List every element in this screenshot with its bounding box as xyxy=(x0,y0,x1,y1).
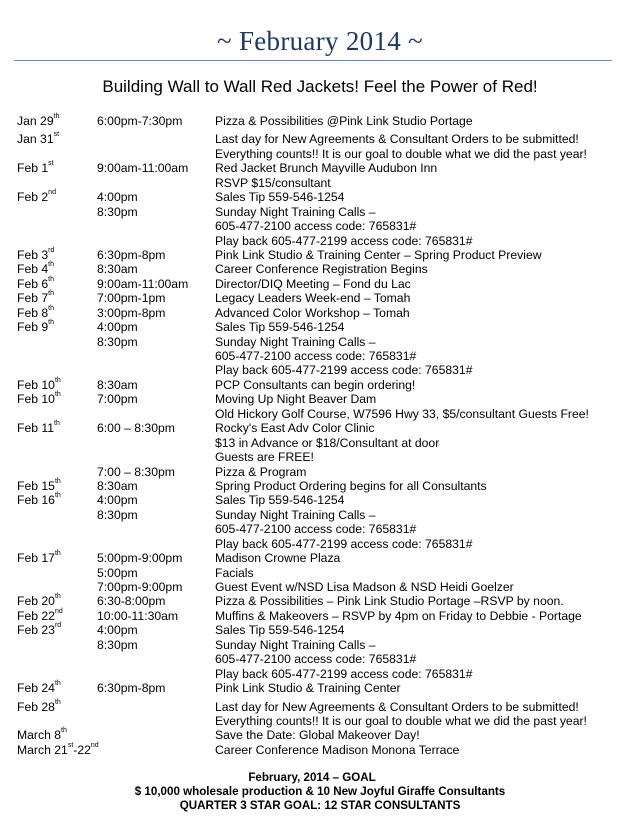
row-date-text: Feb 23 xyxy=(17,623,55,638)
row-date xyxy=(17,190,56,204)
row-date-text: Feb 10 xyxy=(17,392,55,407)
row-event: Sunday Night Training Calls – xyxy=(215,507,376,522)
row-event: 605-477-2100 access code: 765831# xyxy=(215,652,417,667)
row-event: Muffins & Makeovers – RSVP by 4pm on Friday to Debbie - Portage xyxy=(215,608,582,623)
row-event: Sales Tip 559-546-1254 xyxy=(215,493,345,508)
row-time: 7:00pm-1pm xyxy=(97,291,166,306)
row-event: $13 in Advance or $18/Consultant at door xyxy=(215,435,440,450)
row-event: Pink Link Studio & Training Center – Spring Product Preview xyxy=(215,247,542,262)
row-date-suffix: th xyxy=(61,727,67,735)
row-date-text: Feb 22 xyxy=(17,608,55,623)
row-date xyxy=(17,114,59,128)
row-event: PCP Consultants can begin ordering! xyxy=(215,377,416,392)
calendar-row xyxy=(0,436,640,450)
row-date-text: Feb 6 xyxy=(17,276,49,291)
row-date-text: Feb 17 xyxy=(17,551,55,566)
row-date xyxy=(17,291,54,305)
calendar-row xyxy=(0,551,640,565)
calendar-row xyxy=(0,537,640,551)
row-event: Pink Link Studio & Training Center xyxy=(215,681,401,696)
row-time: 8:30pm xyxy=(97,204,138,219)
row-event: Advanced Color Workshop – Tomah xyxy=(215,305,410,320)
calendar-row xyxy=(0,508,640,522)
row-date-suffix: th xyxy=(54,420,60,428)
row-date-suffix: th xyxy=(54,477,61,485)
row-event: Last day for New Agreements & Consultant Orders to be submitted! xyxy=(215,699,579,714)
row-time: 8:30am xyxy=(97,262,138,277)
calendar-row xyxy=(0,493,640,507)
row-date xyxy=(17,161,54,175)
calendar-row xyxy=(0,306,640,320)
row-event: Facials xyxy=(215,565,254,580)
row-date-suffix: st xyxy=(48,160,54,168)
calendar-row xyxy=(0,728,640,742)
row-date-suffix: th xyxy=(53,113,60,120)
row-event: Play back 605-477-2199 access code: 765831# xyxy=(215,363,473,378)
calendar-row xyxy=(0,277,640,291)
row-event: Madison Crowne Plaza xyxy=(215,551,341,566)
row-date-text: Feb 10 xyxy=(17,377,55,392)
row-date-suffix: rd xyxy=(48,246,55,254)
calendar-row xyxy=(0,335,640,349)
row-event: Pizza & Possibilities – Pink Link Studio Portage –RSVP by noon. xyxy=(215,594,564,609)
row-date-text: Feb 9 xyxy=(17,320,49,335)
page-subtitle: Building Wall to Wall Red Jackets! Feel the Power of Red! xyxy=(102,77,538,96)
calendar-row xyxy=(0,176,640,190)
row-date-text: Feb 11 xyxy=(17,421,55,436)
calendar-row xyxy=(0,363,640,377)
row-time: 7:00 – 8:30pm xyxy=(97,464,175,479)
row-date-text: Feb 1 xyxy=(17,161,49,176)
row-date xyxy=(17,743,99,757)
row-event: RSVP $15/consultant xyxy=(215,175,331,190)
row-event: Pizza & Possibilities @Pink Link Studio Portage xyxy=(215,114,473,128)
row-date xyxy=(17,392,61,406)
row-date xyxy=(17,132,59,146)
row-event: Guest Event w/NSD Lisa Madson & NSD Heidi Goelzer xyxy=(215,580,514,594)
goal-production: $ 10,000 wholesale production & 10 New Joyful Giraffe Consultants xyxy=(134,785,506,798)
row-date-suffix: nd xyxy=(48,189,56,197)
calendar-row xyxy=(0,132,640,146)
row-time: 8:30am xyxy=(97,377,138,392)
row-date-suffix: st xyxy=(53,131,60,139)
row-time: 6:30pm-8pm xyxy=(97,681,166,696)
row-date-text: Jan 29 xyxy=(17,114,54,128)
row-date xyxy=(17,609,63,623)
row-date xyxy=(17,493,61,507)
calendar-row xyxy=(0,580,640,594)
row-date-text: March 8 xyxy=(17,728,62,743)
row-date-text: Feb 2 xyxy=(17,190,49,205)
calendar-row xyxy=(0,248,640,262)
row-date-text: Feb 15 xyxy=(17,478,55,493)
row-date-text: Feb 8 xyxy=(17,305,49,320)
row-event: Legacy Leaders Week-end – Tomah xyxy=(215,291,411,306)
calendar-row xyxy=(0,522,640,536)
calendar-row xyxy=(0,320,640,334)
calendar-row xyxy=(0,609,640,623)
row-date xyxy=(17,681,61,695)
row-event: Sunday Night Training Calls – xyxy=(215,204,376,219)
calendar-row xyxy=(0,638,640,652)
row-date-text-end: -22 xyxy=(73,742,91,757)
row-date xyxy=(17,700,61,714)
page-title: ~ February 2014 ~ xyxy=(216,26,424,56)
calendar-row xyxy=(0,262,640,276)
row-date xyxy=(17,262,54,276)
calendar-row xyxy=(0,421,640,435)
row-event: Career Conference Madison Monona Terrace xyxy=(215,742,460,757)
row-date-text: Feb 20 xyxy=(17,594,55,609)
row-date xyxy=(17,248,54,262)
row-date-suffix: rd xyxy=(54,622,62,630)
row-date-text: March 21 xyxy=(17,742,68,757)
row-time: 4:00pm xyxy=(97,493,138,508)
row-date-text: Jan 31 xyxy=(17,132,54,147)
row-time: 4:00pm xyxy=(97,190,138,205)
row-time: 8:30pm xyxy=(97,507,138,522)
row-date xyxy=(17,479,61,493)
row-event: Old Hickory Golf Course, W7596 Hwy 33, $5/consultant Guests Free! xyxy=(215,406,589,421)
goal-heading: February, 2014 – GOAL xyxy=(248,771,376,784)
row-event: Save the Date: Global Makeover Day! xyxy=(215,728,420,743)
row-date xyxy=(17,728,67,742)
calendar-row xyxy=(0,479,640,493)
calendar-row xyxy=(0,407,640,421)
row-event: Guests are FREE! xyxy=(215,450,314,465)
title-divider xyxy=(14,60,612,61)
row-date-suffix: th xyxy=(48,275,55,283)
row-event: Rocky's East Adv Color Clinic xyxy=(215,421,375,436)
calendar-row xyxy=(0,392,640,406)
row-date-suffix: th xyxy=(54,391,61,399)
row-date-text: Feb 3 xyxy=(17,247,49,262)
row-date-suffix: th xyxy=(48,319,55,327)
row-event: Play back 605-477-2199 access code: 765831# xyxy=(215,666,473,681)
calendar-row xyxy=(0,378,640,392)
row-event: Play back 605-477-2199 access code: 765831# xyxy=(215,536,473,551)
calendar-row xyxy=(0,114,640,128)
row-date-suffix: th xyxy=(54,680,61,688)
row-time: 7:00pm-9:00pm xyxy=(97,580,183,594)
row-date-suffix: th xyxy=(54,698,61,706)
row-time: 5:00pm-9:00pm xyxy=(97,551,183,566)
row-event: Moving Up Night Beaver Dam xyxy=(215,392,377,407)
row-event: Last day for New Agreements & Consultant Orders to be submitted! xyxy=(215,132,579,147)
calendar-row xyxy=(0,465,640,479)
row-time: 10:00-11:30am xyxy=(97,608,179,623)
row-date-suffix: th xyxy=(54,492,61,500)
row-time: 8:30am xyxy=(97,478,138,493)
calendar-row xyxy=(0,700,640,714)
row-date xyxy=(17,320,54,334)
row-time: 9:00am-11:00am xyxy=(97,276,189,291)
calendar-list xyxy=(0,114,640,757)
row-date-text: Feb 24 xyxy=(17,681,55,696)
row-date-suffix: th xyxy=(54,376,61,384)
row-date-suffix-end: nd xyxy=(90,741,99,749)
row-date xyxy=(17,306,54,320)
calendar-row xyxy=(0,667,640,681)
row-date xyxy=(17,623,61,637)
calendar-row xyxy=(0,623,640,637)
calendar-row xyxy=(0,450,640,464)
row-time: 7:00pm xyxy=(97,392,138,407)
row-event: Play back 605-477-2199 access code: 765831# xyxy=(215,233,473,248)
calendar-row xyxy=(0,714,640,728)
row-event: Sales Tip 559-546-1254 xyxy=(215,190,345,205)
calendar-row xyxy=(0,291,640,305)
row-event: Sunday Night Training Calls – xyxy=(215,334,376,349)
calendar-row xyxy=(0,234,640,248)
calendar-row xyxy=(0,566,640,580)
row-date-text: Feb 4 xyxy=(17,262,49,277)
row-date-suffix: th xyxy=(48,290,55,298)
calendar-row xyxy=(0,205,640,219)
row-date-suffix: th xyxy=(48,304,55,312)
calendar-row xyxy=(0,652,640,666)
row-event: Red Jacket Brunch Mayville Audubon Inn xyxy=(215,161,438,176)
calendar-row xyxy=(0,219,640,233)
calendar-row xyxy=(0,190,640,204)
row-event: Spring Product Ordering begins for all Consultants xyxy=(215,478,487,493)
row-date-suffix: th xyxy=(54,550,61,558)
row-date xyxy=(17,277,54,291)
row-event: Everything counts!! It is our goal to double what we did the past year! xyxy=(215,713,587,728)
row-time: 6:30-8:00pm xyxy=(97,594,166,609)
calendar-row xyxy=(0,681,640,695)
row-time: 6:30pm-8pm xyxy=(97,247,166,262)
row-event: 605-477-2100 access code: 765831# xyxy=(215,522,417,537)
row-time: 4:00pm xyxy=(97,623,138,638)
row-time: 3:00pm-8pm xyxy=(97,305,166,320)
row-time: 8:30pm xyxy=(97,637,138,652)
row-time: 9:00am-11:00am xyxy=(97,161,189,176)
row-time: 8:30pm xyxy=(97,334,138,349)
row-time: 4:00pm xyxy=(97,320,138,335)
row-event: Director/DIQ Meeting – Fond du Lac xyxy=(215,276,411,291)
row-date-suffix: st xyxy=(67,741,74,749)
row-date-text: Feb 16 xyxy=(17,493,55,508)
calendar-row xyxy=(0,594,640,608)
row-event: Sunday Night Training Calls – xyxy=(215,637,376,652)
row-date-suffix: th xyxy=(54,593,61,601)
row-event: Sales Tip 559-546-1254 xyxy=(215,320,345,335)
calendar-row xyxy=(0,161,640,175)
row-date-text: Feb 7 xyxy=(17,291,49,306)
row-event: Everything counts!! It is our goal to double what we did the past year! xyxy=(215,146,587,161)
row-date xyxy=(17,378,61,392)
row-event: Sales Tip 559-546-1254 xyxy=(215,623,345,638)
row-date xyxy=(17,594,61,608)
row-date xyxy=(17,551,61,565)
row-time: 6:00pm-7:30pm xyxy=(97,114,183,128)
row-date-suffix: th xyxy=(48,261,55,269)
calendar-row xyxy=(0,743,640,757)
row-event: 605-477-2100 access code: 765831# xyxy=(215,219,417,234)
row-time: 6:00 – 8:30pm xyxy=(97,421,175,436)
goal-star: QUARTER 3 STAR GOAL: 12 STAR CONSULTANTS xyxy=(179,799,461,812)
row-event: 605-477-2100 access code: 765831# xyxy=(215,349,417,363)
row-date xyxy=(17,421,60,435)
row-event: Career Conference Registration Begins xyxy=(215,262,428,277)
row-event: Pizza & Program xyxy=(215,464,307,479)
row-time: 5:00pm xyxy=(97,565,138,580)
row-date-text: Feb 28 xyxy=(17,699,55,714)
calendar-row xyxy=(0,349,640,363)
row-date-suffix: nd xyxy=(54,607,63,615)
calendar-row xyxy=(0,147,640,161)
